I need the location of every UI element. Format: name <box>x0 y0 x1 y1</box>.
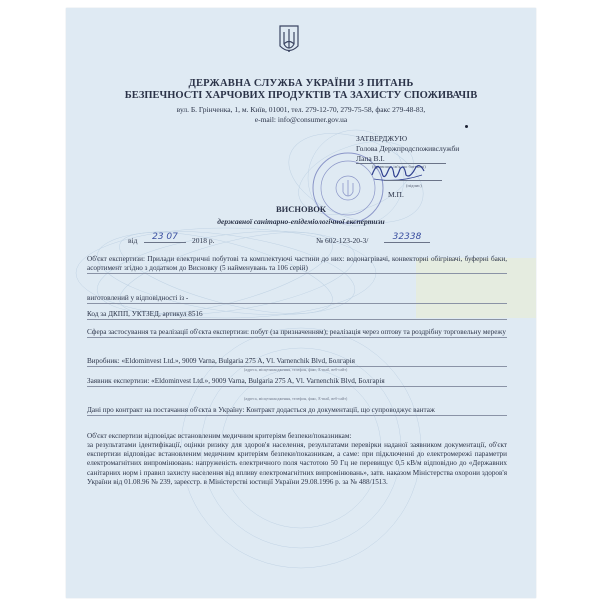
manufacturer: Виробник: «Eldominvest Ltd.», 9009 Varna, Bulgaria 275 A, Vl. Varnenchik Blvd, Болгарія <box>87 357 507 367</box>
date-year: 2018 р. <box>192 236 215 245</box>
contract-data: Дані про контракт на постачання об'єкта в Україну: Контракт додається до документації, що супроводжує вантаж <box>87 406 507 416</box>
stamp-place-label: М.П. <box>388 190 404 199</box>
approval-name: Лапа В.І. <box>356 154 446 164</box>
ink-dot <box>465 125 468 128</box>
name-caption: (прізвище, ім'я, по батькові) <box>372 164 426 169</box>
object-of-expertise: Об'єкт експертизи: Прилади електричні побутові та комплектуючі частини до них: водонагрівачі, конвекторні обігрівачі, буферні баки, асортимент згідно з додатком до Висновку (5 найменувань та 106 серій) <box>87 255 507 274</box>
document-subtitle: державної санітарно-епідеміологічної експертизи <box>217 217 385 226</box>
conclusion-body: за результатами ідентифікації, оцінки ризику для здоров'я населення, результатами перевірки наданої заявником документації, об'єкт експертизи відповідає встановленим медичним критеріям безпеки/показникам, а саме: при підключенні до електромережі параметри електромагнітних випромінювань: напруженість електричного поля частотою 50 Гц не перевищує 0,5 кВ/м відповідно до «Державних санітарних норм і правил захисту населення від впливу електромагнітних випромінювань», затв. наказом Міністерства охорони здоров'я України від 01.08.96 № 239, зареєстр. в Міністерстві юстиції України 29.08.1996 р. за № 488/1513. <box>87 441 507 486</box>
document-title: ВИСНОВОК <box>275 204 327 214</box>
date-handwritten: 23 07 <box>144 232 186 243</box>
date-prefix: від <box>128 236 138 245</box>
document-sheet <box>66 8 536 598</box>
scope-of-application: Сфера застосування та реалізації об'єкта експертизи: побут (за призначенням); реалізація через оптову та роздрібну торговельну мережу <box>87 328 507 338</box>
number-prefix: № 602-123-20-3/ <box>316 236 369 245</box>
applicant: Заявник експертизи: «Eldominvest Ltd.», 9009 Varna, Bulgaria 275 A, Vl. Varnenchik Blvd, Болгарія <box>87 377 507 387</box>
manufactured-according: виготовлений у відповідності із - <box>87 294 507 304</box>
organization-address: вул. Б. Грінченка, 1, м. Київ, 01001, тел. 279-12-70, 279-75-58, факс 279-48-83, <box>176 105 426 114</box>
product-code: Код за ДКПП, УКТЗЕД, артикул 8516 <box>87 310 507 320</box>
number-handwritten: 32338 <box>384 232 430 243</box>
conclusion-heading: Об'єкт експертизи відповідає встановленим медичним критеріям безпеки/показникам: <box>87 432 352 440</box>
applicant-caption: (адреса, місцезнаходження, телефон, факс, E-mail, веб-сайт) <box>244 397 348 401</box>
organization-name-line1: ДЕРЖАВНА СЛУЖБА УКРАЇНИ З ПИТАНЬ <box>188 78 414 89</box>
approval-label: ЗАТВЕРДЖУЮ <box>356 134 408 143</box>
organization-email: e-mail: info@consumer.gov.ua <box>254 115 348 124</box>
ukraine-trident-icon <box>278 24 300 56</box>
signature-line <box>384 180 442 181</box>
signature-caption: (підпис) <box>406 183 422 188</box>
approval-position: Голова Держпродспоживслужби <box>356 144 460 153</box>
manufacturer-caption: (адреса, місцезнаходження, телефон, факс, E-mail, веб-сайт) <box>244 368 348 372</box>
organization-name-line2: БЕЗПЕЧНОСТІ ХАРЧОВИХ ПРОДУКТІВ ТА ЗАХИСТУ СПОЖИВАЧІВ <box>124 90 478 101</box>
